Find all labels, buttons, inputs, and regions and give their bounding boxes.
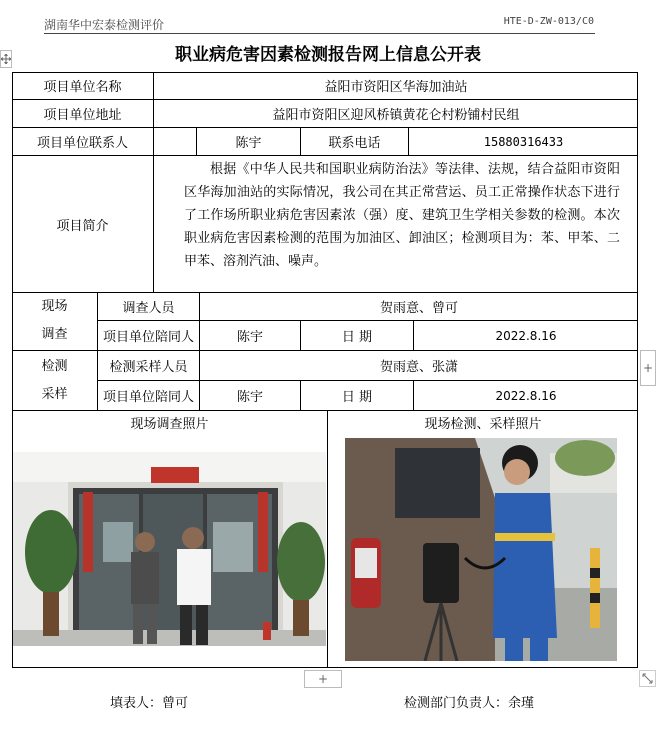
sampling-group-line2: 采样 [41, 386, 68, 402]
survey-group-line1: 现场 [41, 299, 68, 314]
unit-name-value: 益阳市资阳区华海加油站 [324, 80, 468, 95]
add-column-button[interactable] [640, 350, 656, 386]
sampling-date-value: 2022.8.16 [495, 388, 557, 403]
document-code: HTE-D-ZW-013/C0 [503, 16, 594, 27]
address-value: 益阳市资阳区迎风桥镇黄花仑村粉铺村民组 [272, 108, 520, 123]
sampling-companion-value: 陈宇 [236, 390, 263, 405]
sampling-photo-title: 现场检测、采样照片 [424, 416, 542, 432]
table-resize-handle[interactable] [639, 670, 656, 687]
address-label: 项目单位地址 [43, 108, 122, 123]
survey-group-line2: 调查 [41, 327, 68, 342]
sampling-group-label [12, 351, 97, 410]
phone-label: 联系电话 [328, 136, 381, 151]
intro-label: 项目简介 [56, 218, 109, 234]
phone-value: 15880316433 [483, 134, 564, 149]
survey-photo [13, 452, 326, 646]
column-divider [327, 410, 328, 668]
sampling-photo [345, 438, 617, 661]
survey-date-label: 日 期 [341, 330, 373, 345]
plus-icon: + [317, 672, 329, 686]
plus-icon: + [642, 361, 654, 375]
dept-head-signature: 检测部门负责人：余瑾 [404, 696, 535, 711]
investigator-value: 贺雨意、曾可 [379, 301, 458, 316]
header-rule [44, 33, 595, 34]
investigator-label: 调查人员 [122, 301, 175, 316]
unit-name-label: 项目单位名称 [43, 80, 122, 95]
survey-photo-title: 现场调查照片 [130, 416, 209, 432]
sampler-label: 检测采样人员 [109, 360, 188, 375]
sampler-value: 贺雨意、张潇 [379, 360, 458, 375]
contact-value: 陈宇 [235, 136, 262, 151]
filler-signature: 填表人：曾可 [110, 696, 189, 711]
contact-label: 项目单位联系人 [36, 136, 128, 151]
intro-text: 根据《中华人民共和国职业病防治法》等法律、法规，结合益阳市资阳区华海加油站的实际情况，我公司在其正常营运、员工正常操作状态下进行了工作场所职业病危害因素浓（强）度、建筑卫生学相关参数的检测。本次职业病危害因素检测的范围为加油区、卸油区；检测项目为：苯、甲苯、二甲苯、溶剂汽油、噪声。 [184, 162, 620, 269]
survey-date-value: 2022.8.16 [495, 328, 557, 343]
organization-name: 湖南华中宏泰检测评价 [44, 18, 165, 32]
survey-companion-value: 陈宇 [236, 330, 263, 345]
sampling-date-label: 日 期 [341, 390, 373, 405]
survey-companion-label: 项目单位陪同人 [102, 330, 194, 345]
sampling-group-line1: 检测 [41, 358, 68, 374]
survey-group-label [12, 292, 97, 350]
sampling-companion-label: 项目单位陪同人 [102, 390, 194, 405]
add-row-button[interactable] [304, 670, 342, 688]
resize-icon [642, 673, 653, 684]
page-title: 职业病危害因素检测报告网上信息公开表 [175, 45, 481, 65]
